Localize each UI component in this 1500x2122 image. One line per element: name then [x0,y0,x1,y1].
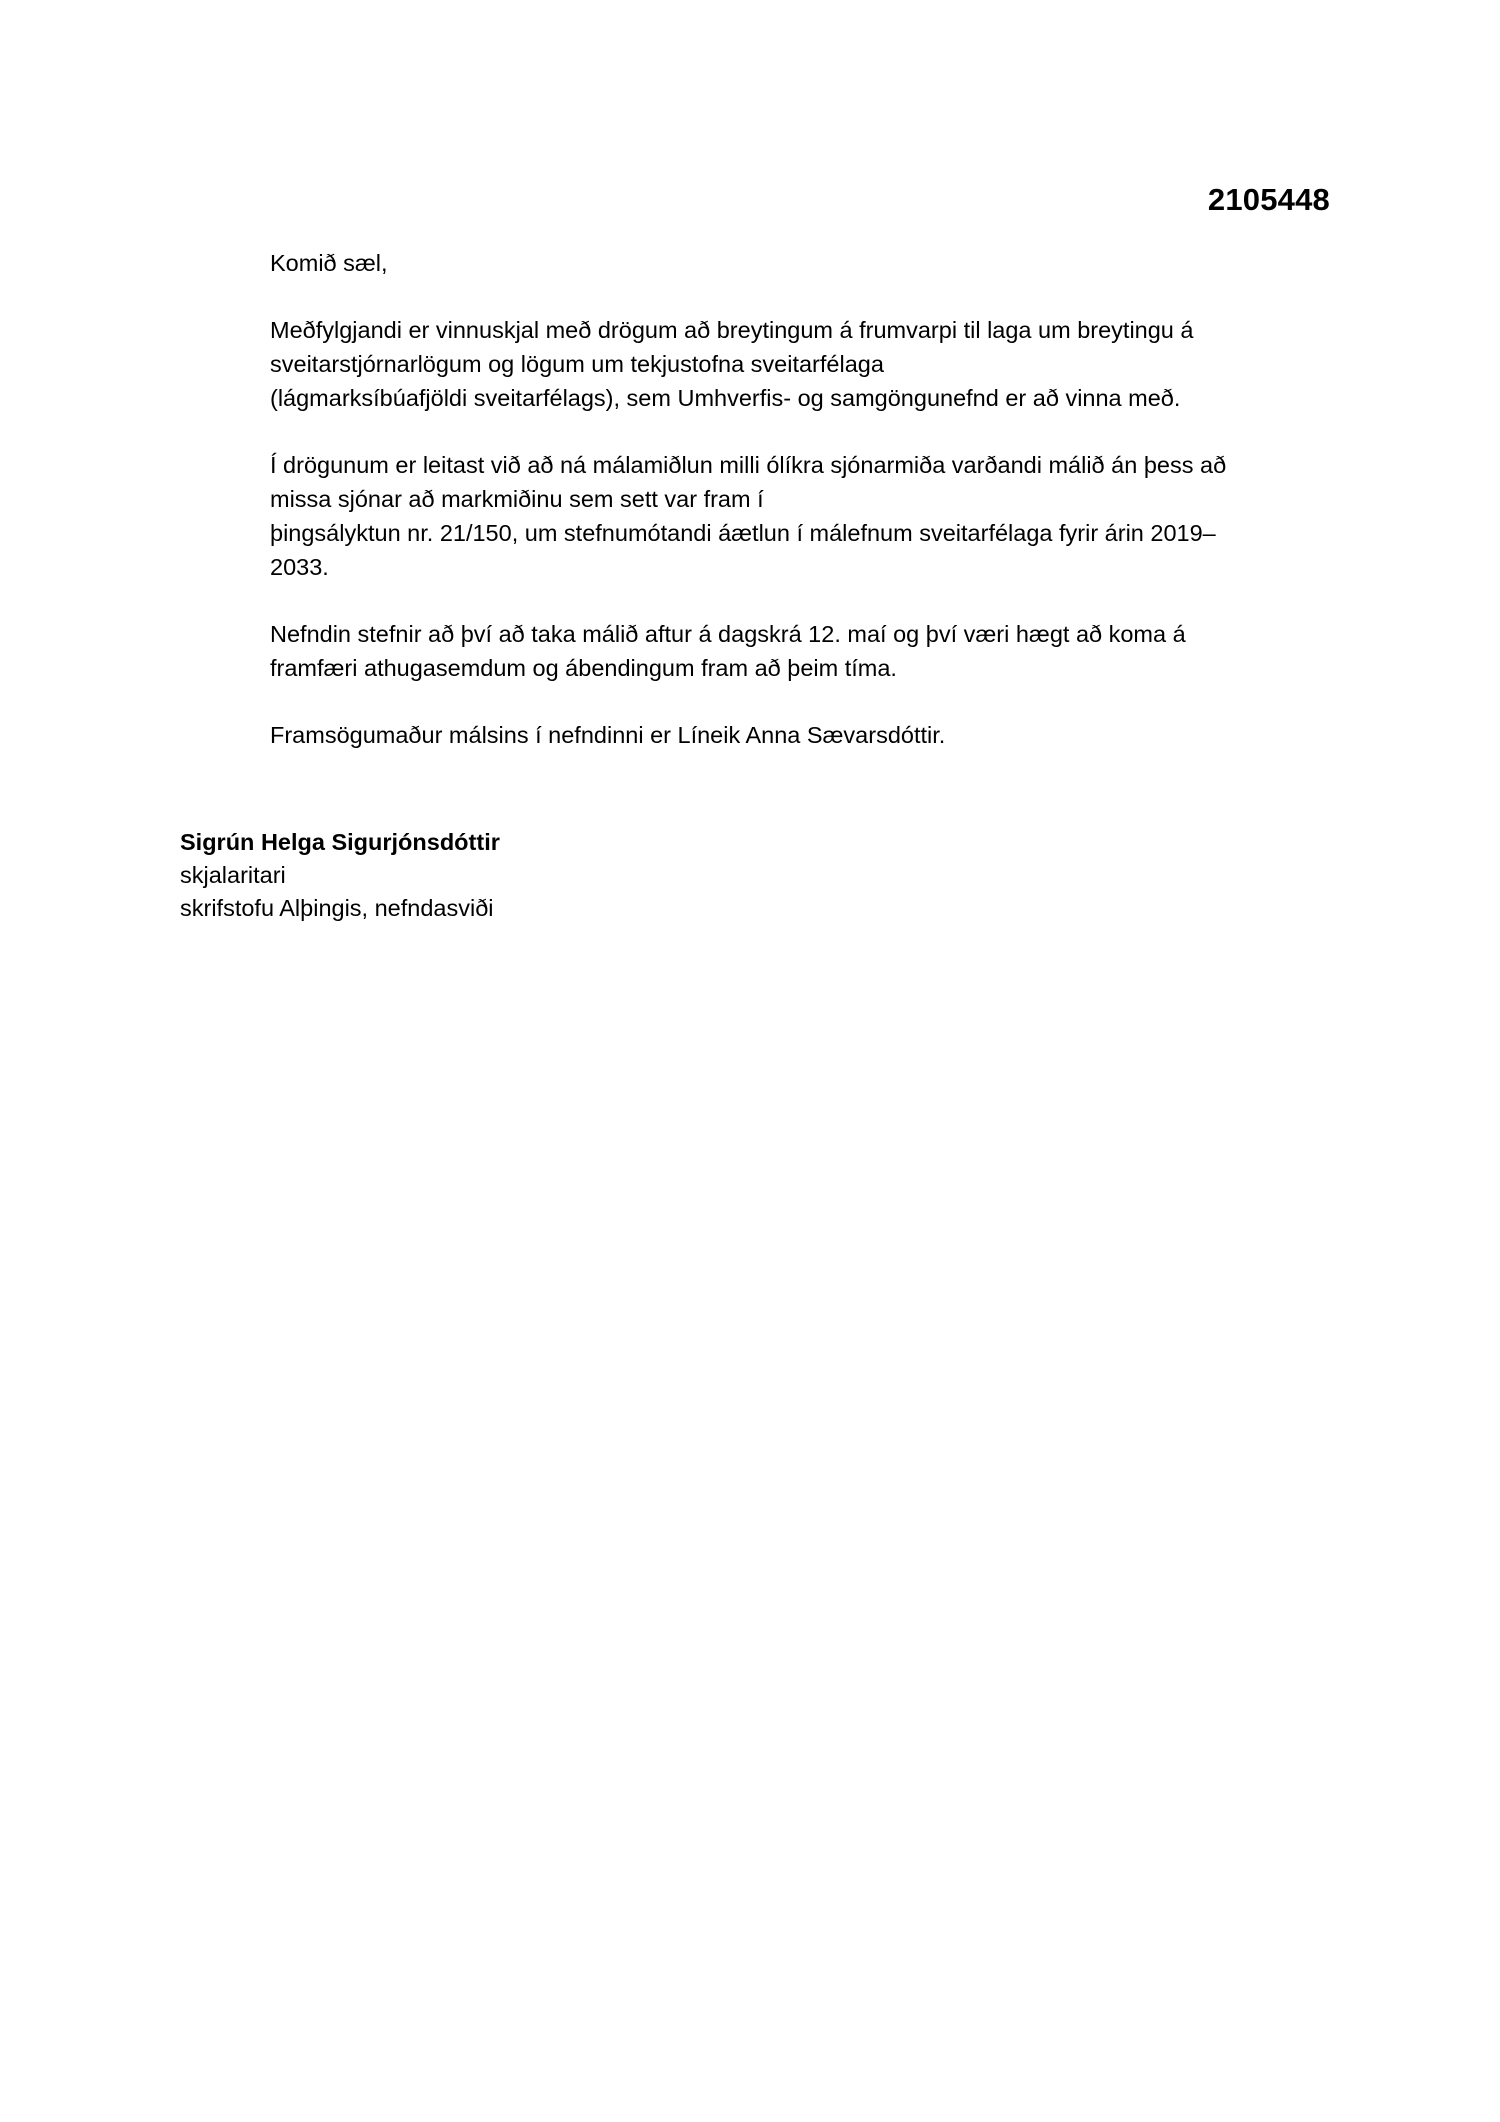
paragraph-schedule [270,617,1350,685]
paragraph-line: (lágmarksíbúafjöldi sveitarfélags), sem Umhverfis- og samgöngunefnd er að vinna með. [270,385,1181,411]
signatory-office: skrifstofu Alþingis, nefndasviði [180,895,494,921]
paragraph-line: Framsögumaður málsins í nefndinni er Líneik Anna Sævarsdóttir. [270,722,946,748]
paragraph-line: Nefndin stefnir að því að taka málið aftur á dagskrá 12. maí og því væri hægt að koma á [270,621,1186,647]
greeting-line: Komið sæl, [270,250,388,276]
signatory-title: skjalaritari [180,862,286,888]
paragraph-attachment [270,313,1350,415]
paragraph-line: þingsályktun nr. 21/150, um stefnumótandi áætlun í málefnum sveitarfélaga fyrir árin 2019– [270,520,1216,546]
paragraph-line: sveitarstjórnarlögum og lögum um tekjustofna sveitarfélaga [270,351,884,377]
paragraph-line: Meðfylgjandi er vinnuskjal með drögum að breytingum á frumvarpi til laga um breytingu á [270,317,1194,343]
paragraph-line: 2033. [270,554,329,580]
paragraph-rapporteur [270,718,1350,752]
signature-block [180,826,500,925]
paragraph-line: missa sjónar að markmiðinu sem sett var fram í [270,486,764,512]
paragraph-line: framfæri athugasemdum og ábendingum fram að þeim tíma. [270,655,897,681]
greeting [270,246,1350,280]
document-number: 2105448 [1207,182,1330,217]
paragraph-compromise [270,448,1350,584]
paragraph-line: Í drögunum er leitast við að ná málamiðlun milli ólíkra sjónarmiða varðandi málið án þess að [270,452,1227,478]
letter-body [270,246,1350,785]
signatory-name: Sigrún Helga Sigurjónsdóttir [180,829,500,855]
